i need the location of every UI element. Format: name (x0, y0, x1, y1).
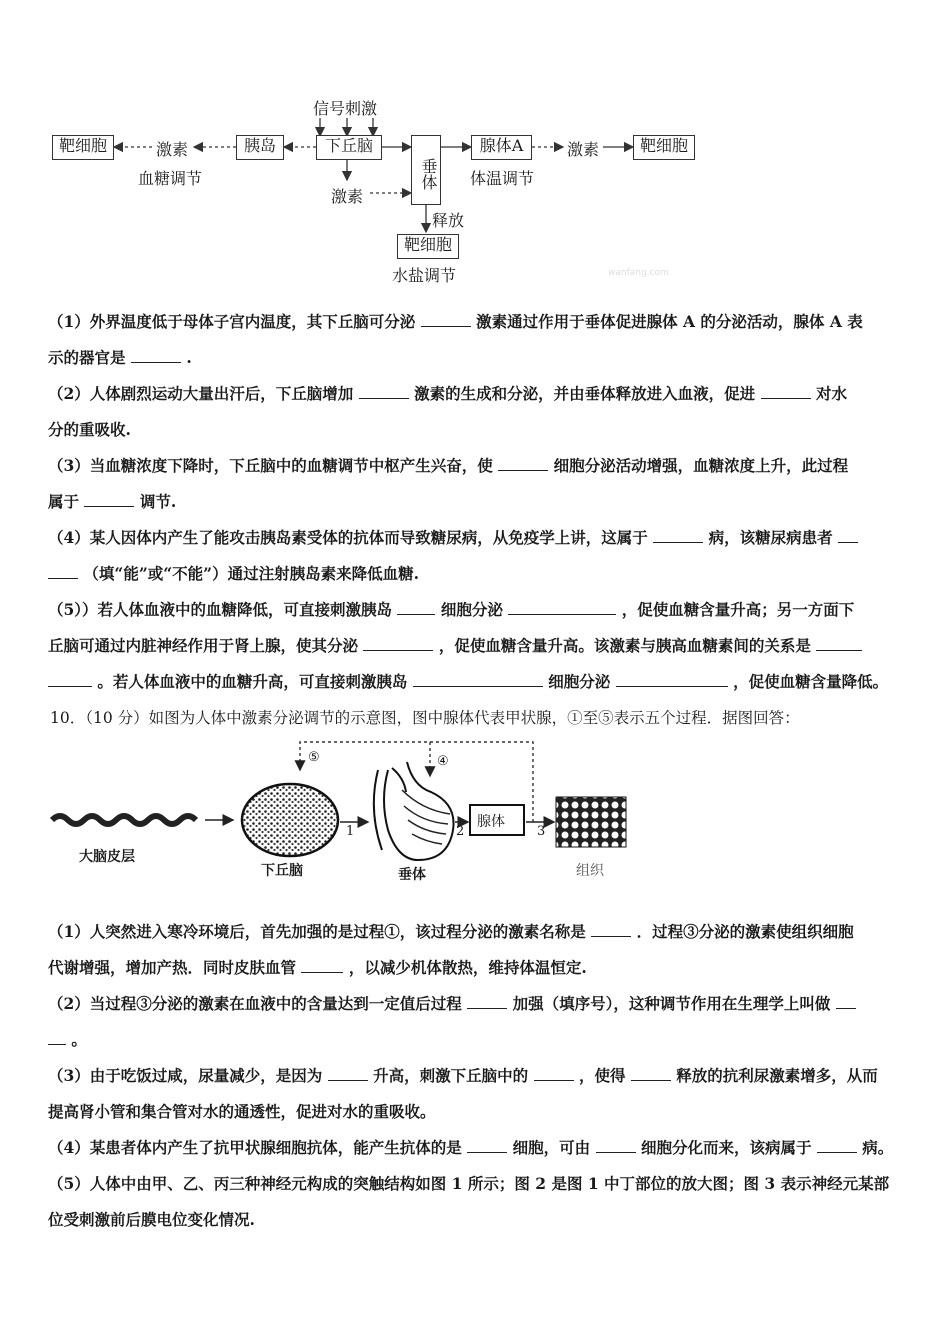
q10-l3c: ，使得 (578, 1066, 626, 1085)
q9-l1d: . (186, 348, 192, 367)
q9-l4a: （4）某人因体内产生了能攻击胰岛素受体的抗体而导致糖尿病，从免疫学上讲，这属于 (48, 528, 648, 547)
blank[interactable] (836, 994, 856, 1009)
blank[interactable] (328, 1066, 368, 1081)
q9-l4b: 病，该糖尿病患者 (708, 528, 833, 547)
q9-l3c: 属于 (48, 492, 80, 511)
q10-intro: 10．（10 分）如图为人体中激素分泌调节的示意图，图中腺体代表甲状腺，①至⑤表示五个过程．据图回答： (50, 709, 800, 727)
pituitary-box: 垂体 (411, 135, 441, 205)
q10-l2c: 。 (71, 1030, 87, 1049)
q10-l3b: 升高，刺激下丘脑中的 (373, 1066, 529, 1085)
q10-l3a: （3）由于吃饭过咸，尿量减少，是因为 (48, 1066, 323, 1085)
signal-label: 信号刺激 (313, 99, 378, 118)
q9-l3b: 细胞分泌活动增强，血糖浓度上升，此过程 (553, 456, 849, 475)
pituitary-shape (384, 762, 454, 860)
step4-label: ④ (437, 754, 449, 769)
q10-l4d: 病。 (862, 1138, 894, 1157)
blank[interactable] (591, 922, 631, 937)
q10-l1a: （1）人突然进入寒冷环境后，首先加强的是过程①，该过程分泌的激素名称是 (48, 922, 586, 941)
pituitary-label: 垂体 (398, 867, 426, 883)
step2-label: 2 (456, 824, 465, 839)
q9-l5f: 。若人体血液中的血糖升高，可直接刺激胰岛 (97, 672, 408, 691)
q10-l3d: 释放的抗利尿激素增多，从而 (676, 1066, 878, 1085)
q9-l5e: ，促使血糖含量升高。该激素与胰高血糖素间的关系是 (438, 636, 811, 655)
q10-l1b: ．过程③分泌的激素使组织细胞 (636, 922, 854, 941)
hormone-left-label: 激素 (156, 140, 189, 159)
q9-l1a: （1）外界温度低于母体子宫内温度，其下丘脑可分泌 (48, 312, 416, 331)
q10-l4c: 细胞分化而来，该病属于 (640, 1138, 812, 1157)
pancreas-box: 胰岛 (236, 135, 284, 160)
blank[interactable] (534, 1066, 574, 1081)
hormone-right-label: 激素 (567, 140, 600, 159)
q9-l5a: （5））若人体血液中的血糖降低，可直接刺激胰岛 (48, 600, 393, 619)
hormone-mid-label: 激素 (331, 187, 364, 206)
target-cell-right: 靶细胞 (633, 135, 695, 160)
q9-l3a: （3）当血糖浓度下降时，下丘脑中的血糖调节中枢产生兴奋，使 (48, 456, 493, 475)
q10-l1d: ，以减少机体散热，维持体温恒定. (348, 958, 587, 977)
release-label: 释放 (432, 211, 465, 230)
step1-label: 1 (346, 824, 355, 839)
q10-l4b: 细胞，可由 (512, 1138, 591, 1157)
q9-l2b: 激素的生成和分泌，并由垂体释放进入血液，促进 (414, 384, 756, 403)
blood-sugar-label: 血糖调节 (138, 169, 203, 188)
q9-l1c: 示的器官是 (48, 348, 126, 367)
q9-l5d: 丘脑可通过内脏神经作用于肾上腺，使其分泌 (48, 636, 359, 655)
target-cell-bottom: 靶细胞 (397, 234, 459, 259)
blank[interactable] (467, 994, 507, 1009)
q10-line6: 提高肾小管和集合管对水的通透性，促进对水的重吸收。 (48, 1102, 436, 1121)
q9-l5b: 细胞分泌 (440, 600, 503, 619)
cortex-label: 大脑皮层 (79, 849, 135, 865)
q10-line5 (48, 1058, 878, 1094)
q10-l4a: （4）某患者体内产生了抗甲状腺细胞抗体，能产生抗体的是 (48, 1138, 462, 1157)
watermark: wanfang.com (608, 268, 669, 278)
q10-line2 (48, 950, 587, 986)
blank[interactable] (467, 1138, 507, 1153)
cortex-shape (52, 816, 196, 824)
q9-l5h: ，促使血糖含量降低。 (733, 672, 889, 691)
gland-a-box: 腺体A (471, 135, 532, 160)
tissue-label: 组织 (576, 863, 604, 879)
blank[interactable] (596, 1138, 636, 1153)
hypothalamus-label: 下丘脑 (261, 863, 303, 879)
gland-label: 腺体 (477, 814, 505, 830)
q9-l3d: 调节. (139, 492, 177, 511)
q9-line4: 分的重吸收. (48, 420, 131, 439)
q10-line1 (48, 914, 854, 950)
q10-l1c: 代谢增强，增加产热．同时皮肤血管 (48, 958, 297, 977)
q9-l2a: （2）人体剧烈运动大量出汗后，下丘脑增加 (48, 384, 354, 403)
q10-l2b: 加强（填序号），这种调节作用在生理学上叫做 (512, 994, 831, 1013)
q10-line4 (48, 1022, 87, 1058)
q9-l5c: ，促使血糖含量升高；另一方面下 (621, 600, 855, 619)
target-cell-left: 靶细胞 (52, 135, 114, 160)
step3-label: 3 (537, 824, 546, 839)
hypothalamus-box: 下丘脑 (316, 135, 382, 160)
blank[interactable] (301, 958, 343, 973)
water-salt-label: 水盐调节 (392, 266, 457, 285)
q10-l2a: （2）当过程③分泌的激素在血液中的含量达到一定值后过程 (48, 994, 462, 1013)
tissue-shape (556, 797, 626, 847)
q10-line8: （5）人体中由甲、乙、丙三种神经元构成的突触结构如图 1 所示；图 2 是图 1 中丁部位的放大图；图 3 表示神经元某部 (48, 1174, 890, 1193)
q9-l5g: 细胞分泌 (548, 672, 611, 691)
temp-reg-label: 体温调节 (470, 169, 535, 188)
step5-label: ⑤ (308, 750, 320, 765)
q9-l2c: 对水 (815, 384, 847, 403)
q10-line3 (48, 986, 856, 1022)
q10-line9: 位受刺激前后膜电位变化情况. (48, 1210, 255, 1229)
blank[interactable] (48, 1030, 66, 1045)
hypothalamus-shape (242, 784, 338, 856)
blank[interactable] (817, 1138, 857, 1153)
q10-line7 (48, 1130, 893, 1166)
q9-l1b: 激素通过作用于垂体促进腺体 A 的分泌活动，腺体 A 表 (476, 312, 863, 331)
q9-l4c: （填“能”或“不能”）通过注射胰岛素来降低血糖. (83, 564, 419, 583)
blank[interactable] (631, 1066, 671, 1081)
